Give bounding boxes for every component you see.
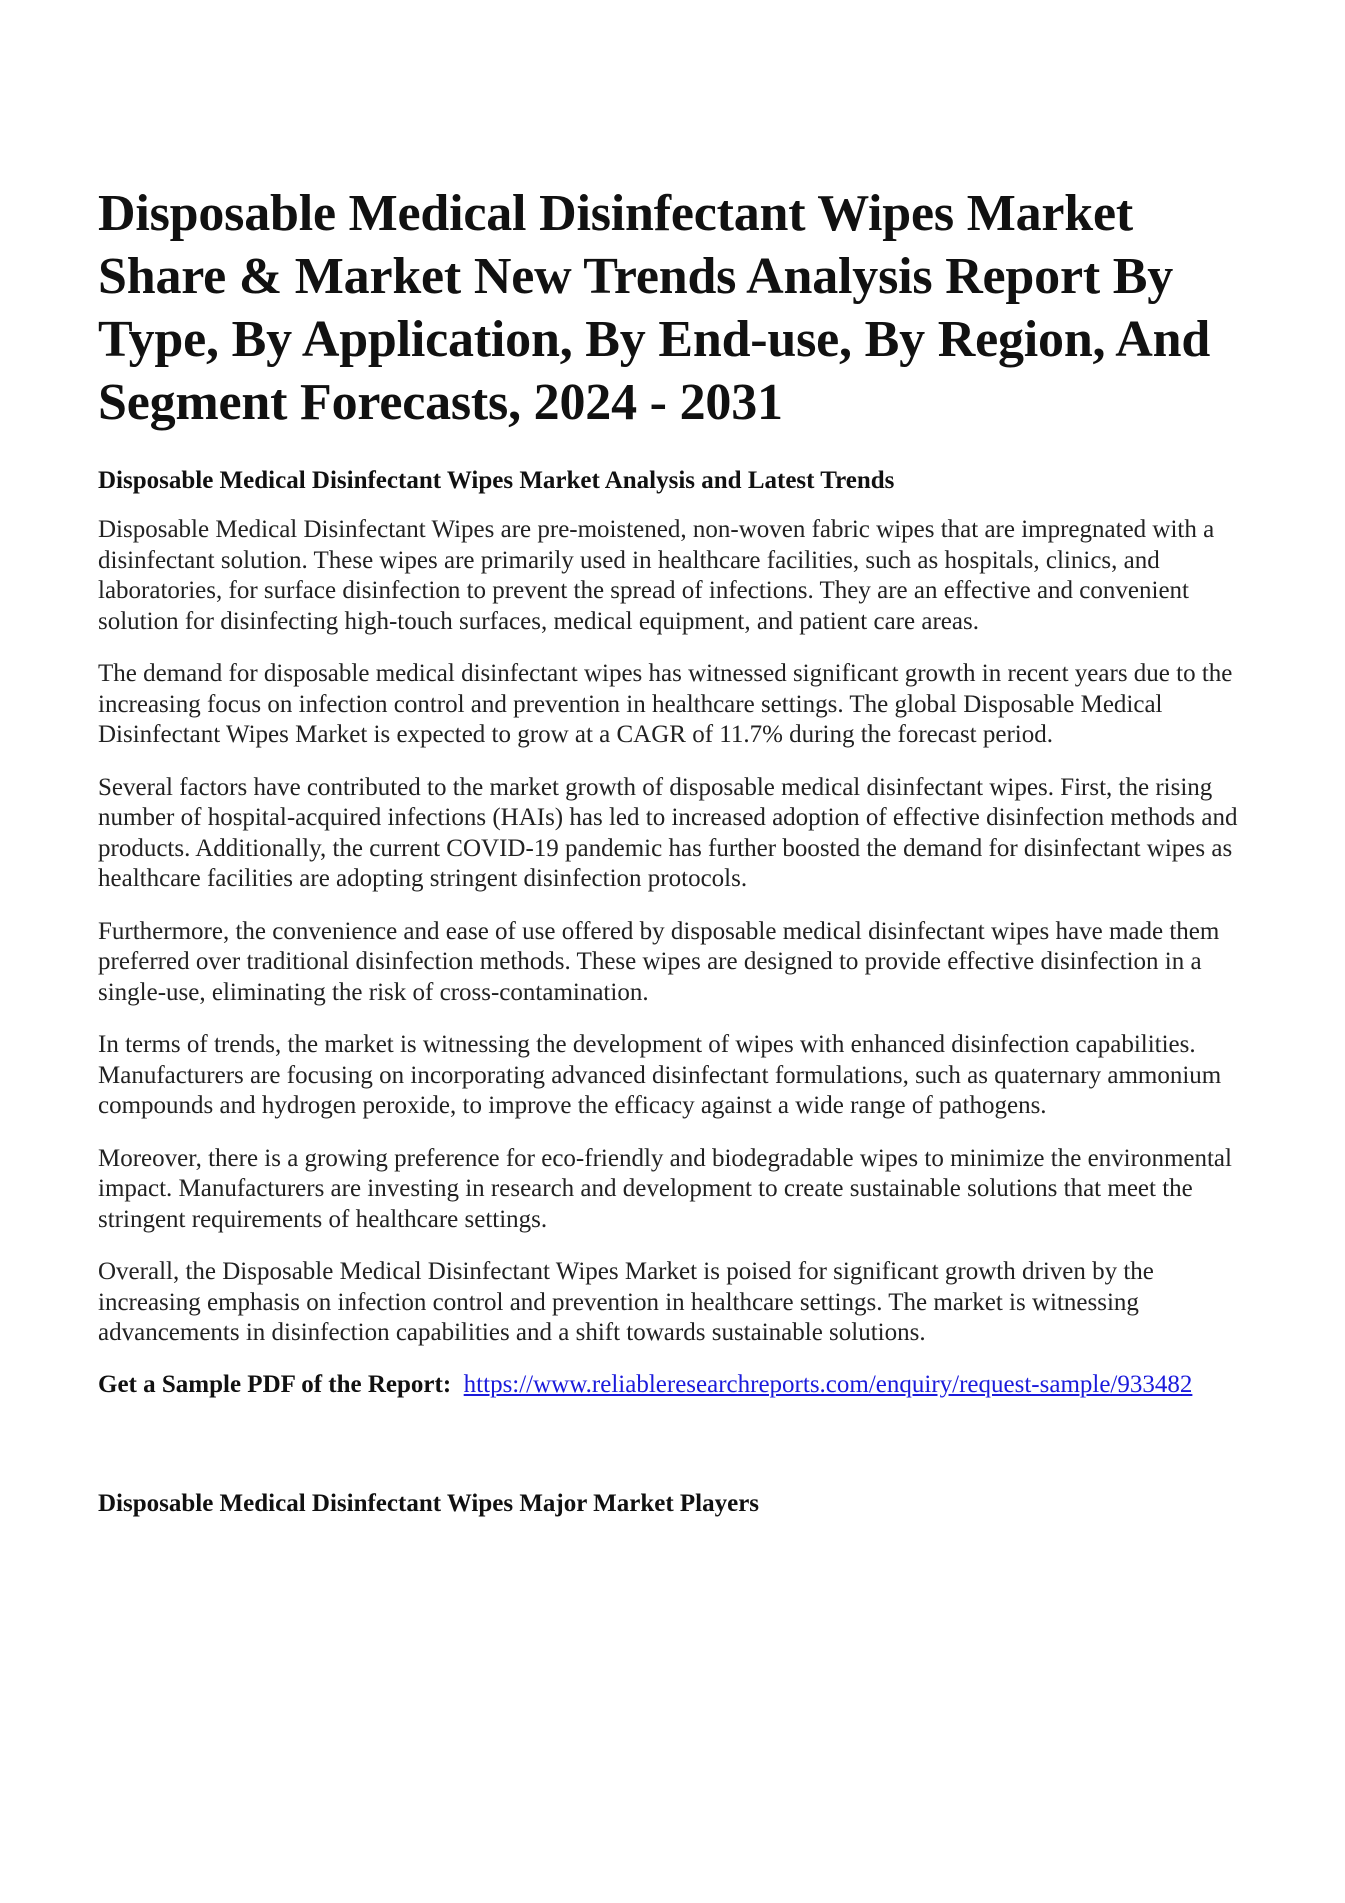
paragraph-overall: Overall, the Disposable Medical Disinfectant Wipes Market is poised for significant growth driven by the increasing emphasis on infection control and prevention in healthcare settings. The market is witnessing advancements in disinfection capabilities and a shift towards sustainable solutions. (98, 1258, 1154, 1346)
section-heading-analysis: Disposable Medical Disinfectant Wipes Market Analysis and Latest Trends (98, 467, 895, 494)
document-title: Disposable Medical Disinfectant Wipes Market Share & Market New Trends Analysis Report By Type, By Application, By End-use, By Region, And Segment Forecasts, 2024 - 2031 (98, 185, 1211, 431)
paragraph-trends: In terms of trends, the market is witnessing the development of wipes with enhanced disinfection capabilities. Manufacturers are focusing on incorporating advanced disinfectant formulations, such as quaternary ammonium compounds and hydrogen peroxide, to improve the efficacy against a wide range of pathogens. (98, 1031, 1222, 1119)
paragraph-eco-friendly: Moreover, there is a growing preference for eco-friendly and biodegradable wipes to minimize the environmental impact. Manufacturers are investing in research and development to create sustainable solutions that meet the stringent requirements of healthcare settings. (98, 1144, 1232, 1233)
document-page (98, 182, 1258, 1519)
paragraph-growth-factors: Several factors have contributed to the market growth of disposable medical disinfectant wipes. First, the rising number of hospital-acquired infections (HAIs) has led to increased adoption of effective disinfection methods and products. Additionally, the current COVID-19 pandemic has further boosted the demand for disinfectant wipes as healthcare facilities are adopting stringent disinfection protocols. (98, 773, 1238, 892)
paragraph-convenience: Furthermore, the convenience and ease of use offered by disposable medical disinfectant wipes have made them preferred over traditional disinfection methods. These wipes are designed to provide effective disinfection in a single-use, eliminating the risk of cross-contamination. (98, 917, 1220, 1006)
paragraph-definition: Disposable Medical Disinfectant Wipes are pre-moistened, non-woven fabric wipes that are impregnated with a disinfectant solution. These wipes are primarily used in healthcare facilities, such as hospitals, clinics, and laboratories, for surface disinfection to prevent the spread of infections. They are an effective and convenient solution for disinfecting high-touch surfaces, medical equipment, and patient care areas. (98, 516, 1215, 635)
sample-pdf-line (98, 1370, 1258, 1401)
sample-pdf-label: Get a Sample PDF of the Report: (98, 1370, 452, 1398)
sample-pdf-link[interactable]: https://www.reliableresearchreports.com/enquiry/request-sample/933482 (463, 1370, 1193, 1398)
paragraph-demand: The demand for disposable medical disinfectant wipes has witnessed significant growth in recent years due to the increasing focus on infection control and prevention in healthcare settings. The global Disposable Medical Disinfectant Wipes Market is expected to grow at a CAGR of 11.7% during the forecast period. (98, 660, 1233, 748)
section-heading-major-players: Disposable Medical Disinfectant Wipes Major Market Players (98, 1490, 760, 1517)
